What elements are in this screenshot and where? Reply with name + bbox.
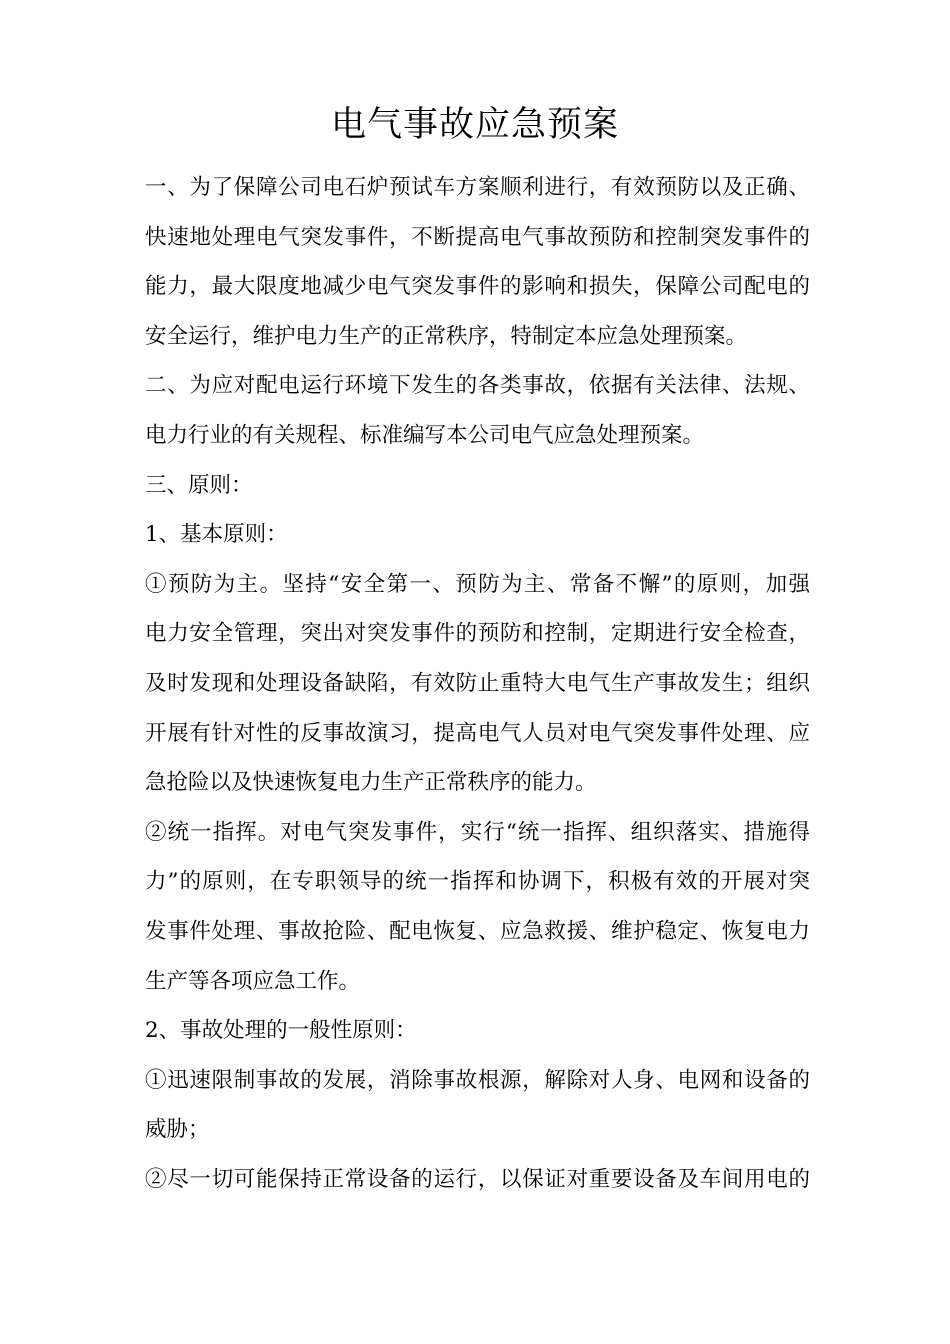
text-line: 一、为了保障公司电石炉预试车方案顺利进行，有效预防以及正确、	[145, 175, 810, 200]
text-line: 力”的原则，在专职领导的统一指挥和协调下，积极有效的开展对突	[145, 869, 810, 895]
text-line: 生产等各项应急工作。	[145, 968, 361, 994]
text-line: ②统一指挥。对电气突发事件，实行“统一指挥、组织落实、措施得	[145, 819, 810, 845]
text-line: 及时发现和处理设备缺陷，有效防止重特大电气生产事故发生；组织	[145, 670, 810, 696]
text-line: 电力行业的有关规程、标准编写本公司电气应急处理预案。	[145, 422, 705, 448]
text-line: 急抢险以及快速恢复电力生产正常秩序的能力。	[145, 770, 597, 796]
text-line: 开展有针对性的反事故演习，提高电气人员对电气突发事件处理、应	[145, 720, 810, 746]
text-line: 二、为应对配电运行环境下发生的各类事故，依据有关法律、法规、	[145, 373, 810, 399]
text-line: 2、事故处理的一般性原则：	[145, 1018, 417, 1044]
text-line: 三、原则：	[145, 472, 253, 498]
text-line: ①预防为主。坚持“安全第一、预防为主、常备不懈”的原则，加强	[145, 571, 810, 597]
document-body	[145, 163, 810, 1204]
text-line: ①迅速限制事故的发展，消除事故根源，解除对人身、电网和设备的	[145, 1067, 810, 1093]
text-line: ②尽一切可能保持正常设备的运行，以保证对重要设备及车间用电的	[145, 1166, 810, 1192]
text-line: 快速地处理电气突发事件，不断提高电气事故预防和控制突发事件的	[145, 224, 810, 250]
text-line: 发事件处理、事故抢险、配电恢复、应急救援、维护稳定、恢复电力	[145, 918, 810, 944]
text-line: 能力，最大限度地减少电气突发事件的影响和损失，保障公司配电的	[145, 274, 810, 300]
text-line: 1、基本原则：	[145, 522, 288, 548]
text-line: 电力安全管理，突出对突发事件的预防和控制，定期进行安全检查，	[145, 621, 810, 647]
document-title: 电气事故应急预案	[330, 105, 619, 145]
text-line: 安全运行，维护电力生产的正常秩序，特制定本应急处理预案。	[145, 323, 748, 349]
text-line: 威胁；	[145, 1117, 210, 1143]
